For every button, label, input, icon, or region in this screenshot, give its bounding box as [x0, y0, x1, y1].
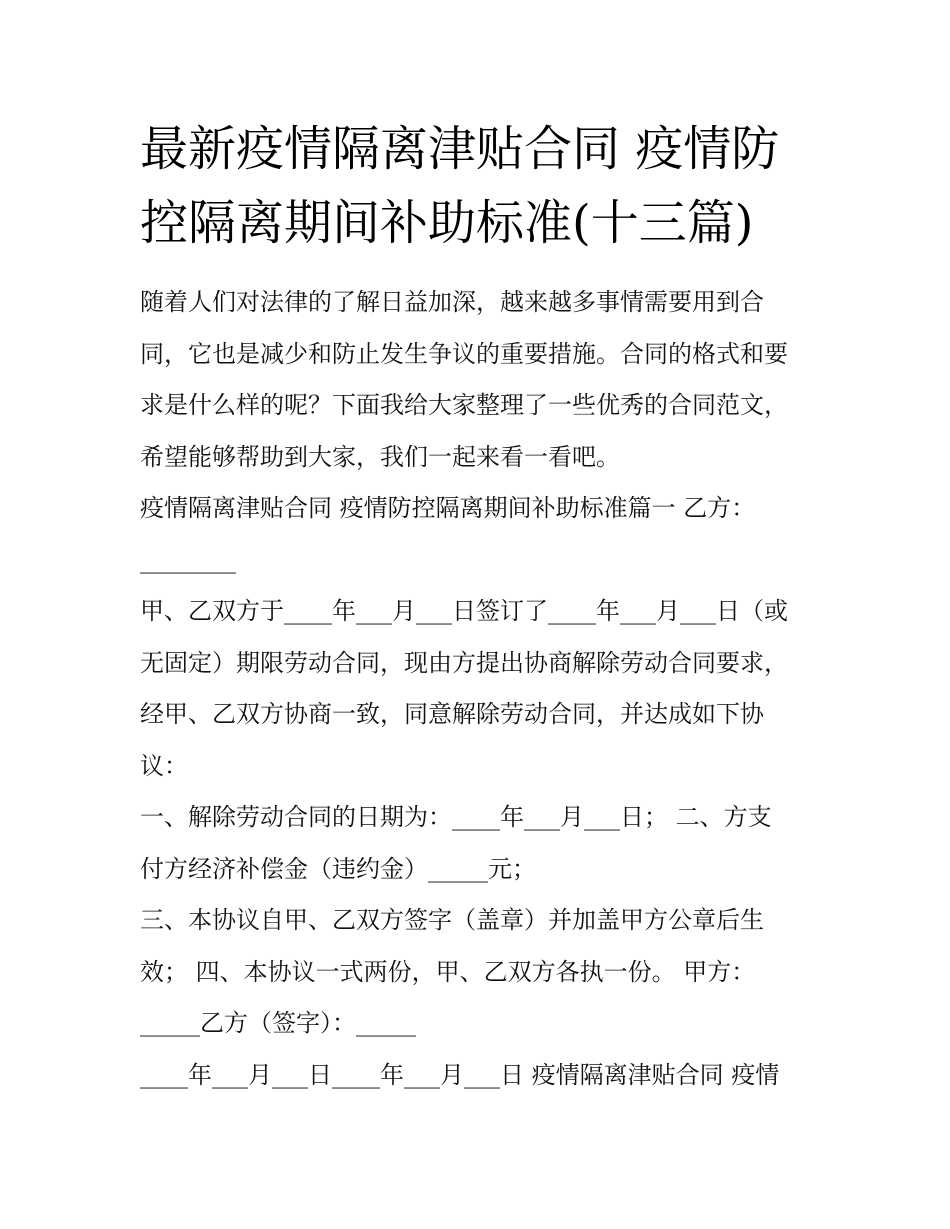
- agreement-line-2: 无固定）期限劳动合同，现由方提出协商解除劳动合同要求，: [140, 648, 788, 677]
- document-title: [140, 112, 830, 260]
- section-heading-line: 疫情隔离津贴合同 疫情防控隔离期间补助标准篇一 乙方：: [140, 494, 756, 522]
- intro-line-1: 随着人们对法律的了解日益加深，越来越多事情需要用到合: [140, 288, 764, 316]
- signature-line: _____乙方（签字）：_____: [140, 1009, 416, 1037]
- intro-line-3: 求是什么样的呢？下面我给大家整理了一些优秀的合同范文，: [140, 391, 788, 419]
- intro-line-2: 同，它也是减少和防止发生争议的重要措施。合同的格式和要: [140, 339, 788, 368]
- clause-line-2: 付方经济补偿金（违约金）_____元；: [140, 854, 536, 883]
- clause-line-4: 效； 四、本协议一式两份，甲、乙双方各执一份。 甲方：: [140, 957, 756, 986]
- agreement-line-4: 议：: [140, 751, 188, 780]
- intro-line-4: 希望能够帮助到大家，我们一起来看一看吧。: [140, 442, 620, 471]
- agreement-line-1: 甲、乙双方于____年___月___日签订了____年___月___日（或: [140, 597, 788, 625]
- date-line: ____年___月___日____年___月___日 疫情隔离津贴合同 疫情: [140, 1060, 780, 1089]
- clause-line-3: 三、本协议自甲、乙双方签字（盖章）并加盖甲方公章后生: [140, 906, 764, 934]
- title-line-2: 控隔离期间补助标准(十三篇): [140, 195, 754, 251]
- party-b-blank: ________: [140, 545, 236, 574]
- document-body: [140, 277, 830, 1101]
- clause-line-1: 一、解除劳动合同的日期为：____年___月___日； 二、方支: [140, 803, 772, 831]
- agreement-line-3: 经甲、乙双方协商一致，同意解除劳动合同，并达成如下协: [140, 700, 764, 728]
- title-line-1: 最新疫情隔离津贴合同 疫情防: [140, 121, 780, 177]
